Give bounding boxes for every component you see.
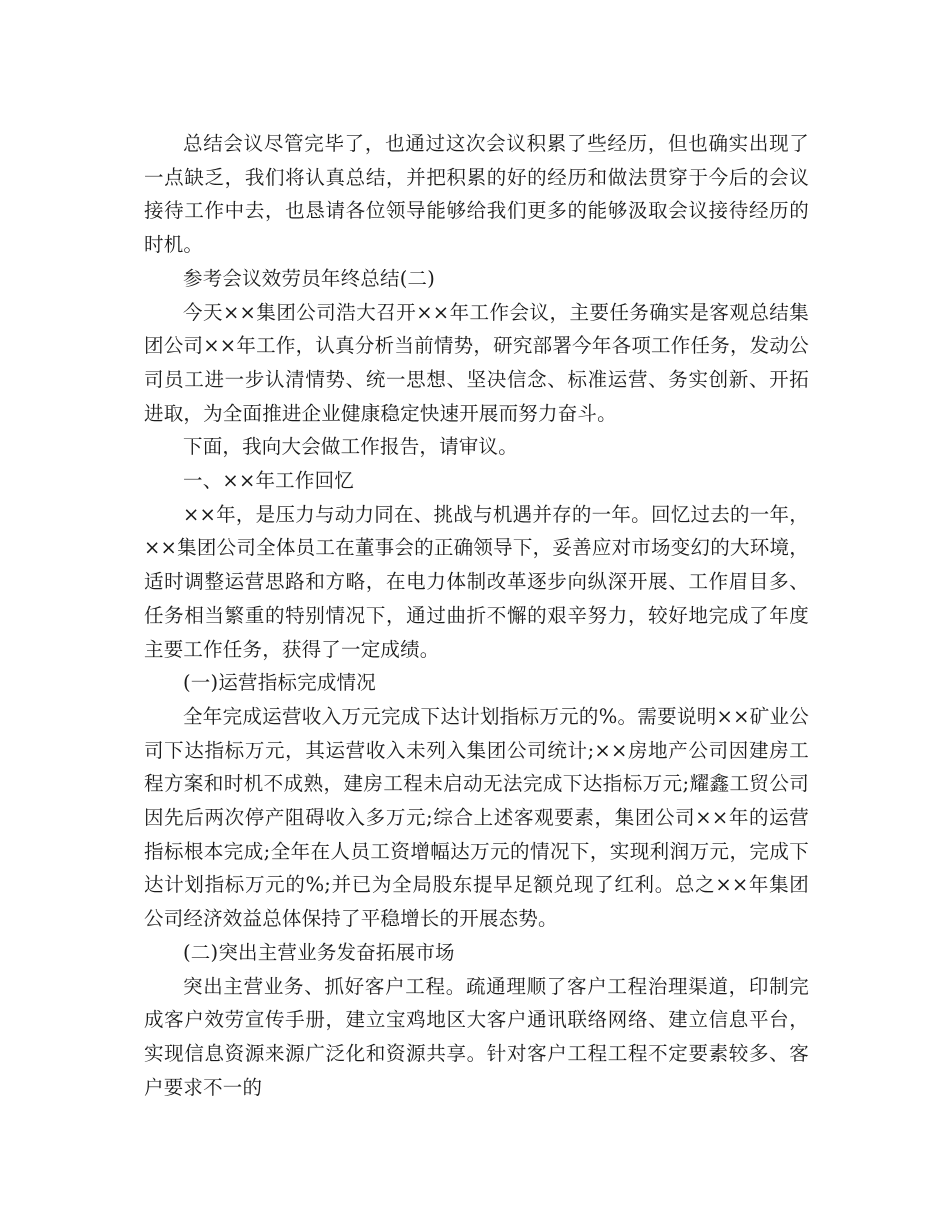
paragraph-opening: 今天××集团公司浩大召开××年工作会议，主要任务确实是客观总结集团公司××年工作，认真分析当前情势，研究部署今年各项工作任务，发动公司员工进一步认清情势、统一思想、坚决信念、标准运营、务实创新、开拓进取，为全面推进企业健康稳定快速开展而努力奋斗。 bbox=[144, 300, 809, 425]
paragraph-operating-indicators: 全年完成运营收入万元完成下达计划指标万元的%。需要说明××矿业公司下达指标万元，其运营收入未列入集团公司统计;××房地产公司因建房工程方案和时机不成熟，建房工程未启动无法完成下达指标万元;耀鑫工贸公司因先后两次停产阻碍收入多万元;综合上述客观要素，集团公司××年的运营指标根本完成;全年在人员工资增幅达万元的情况下，实现利润万元，完成下达计划指标万元的%;并已为全局股东提早足额兑现了红利。总之××年集团公司经济效益总体保持了平稳增长的开展态势。 bbox=[144, 704, 809, 931]
paragraph-year-review: ××年，是压力与动力同在、挑战与机遇并存的一年。回忆过去的一年，××集团公司全体员工在董事会的正确领导下，妥善应对市场变幻的大环境，适时调整运营思路和方略，在电力体制改革逐步向纵深开展、工作眉目多、任务相当繁重的特别情况下，通过曲折不懈的艰辛努力，较好地完成了年度主要工作任务，获得了一定成绩。 bbox=[144, 502, 809, 661]
subheading-main-business: (二)突出主营业务发奋拓展市场 bbox=[183, 940, 455, 964]
document-body bbox=[144, 127, 809, 1104]
paragraph-report-intro: 下面，我向大会做工作报告，请审议。 bbox=[183, 435, 518, 459]
subheading-operating-indicators: (一)运营指标完成情况 bbox=[183, 671, 376, 695]
section-heading-reference: 参考会议效劳员年终总结(二) bbox=[183, 266, 436, 290]
paragraph-summary: 总结会议尽管完毕了，也通过这次会议积累了些经历，但也确实出现了一点缺乏，我们将认真总结，并把积累的好的经历和做法贯穿于今后的会议接待工作中去，也恳请各位领导能够给我们更多的能够汲取会议接待经历的时机。 bbox=[144, 132, 809, 257]
paragraph-main-business: 突出主营业务、抓好客户工程。疏通理顺了客户工程治理渠道，印制完成客户效劳宣传手册，建立宝鸡地区大客户通讯联络网络、建立信息平台，实现信息资源来源广泛化和资源共享。针对客户工程工程不定要素较多、客户要求不一的 bbox=[144, 974, 809, 1099]
section-heading-review: 一、××年工作回忆 bbox=[183, 469, 354, 493]
